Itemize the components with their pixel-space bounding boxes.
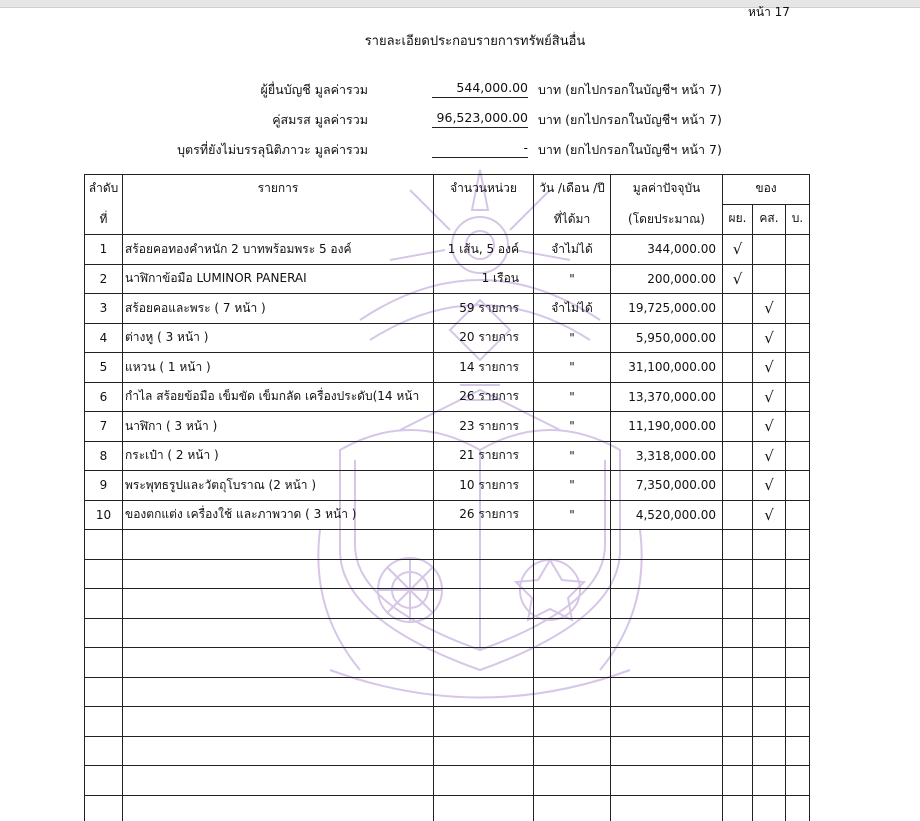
empty-cell [434, 736, 534, 766]
cell-owner-child [786, 235, 810, 265]
empty-cell [611, 618, 723, 648]
empty-cell [434, 530, 534, 560]
cell-date: " [534, 323, 611, 353]
cell-owner-spouse: √ [753, 294, 786, 324]
table-row [85, 500, 810, 530]
summary-spouse-label: คู่สมรส มูลค่ารวม [272, 112, 368, 127]
summary-declarant-note: บาท (ยกไปกรอกในบัญชีฯ หน้า 7) [538, 82, 722, 97]
table-row [85, 382, 810, 412]
cell-owner-declarant [723, 412, 753, 442]
cell-qty: 20 รายการ [434, 323, 534, 353]
summary-declarant-label: ผู้ยื่นบัญชี มูลค่ารวม [260, 82, 368, 97]
header-date-line2: ที่ได้มา [553, 212, 591, 226]
cell-qty: 1 เรือน [434, 264, 534, 294]
empty-cell [85, 530, 123, 560]
empty-cell [123, 648, 434, 678]
summary-spouse-note: บาท (ยกไปกรอกในบัญชีฯ หน้า 7) [538, 112, 722, 127]
empty-cell [534, 648, 611, 678]
empty-table-row [85, 766, 810, 796]
header-date-line1: วัน /เดือน /ปี [539, 181, 605, 195]
cell-value: 4,520,000.00 [611, 500, 723, 530]
empty-cell [123, 707, 434, 737]
empty-cell [786, 589, 810, 619]
cell-value: 31,100,000.00 [611, 353, 723, 383]
cell-date: " [534, 500, 611, 530]
cell-qty: 23 รายการ [434, 412, 534, 442]
empty-cell [723, 795, 753, 821]
empty-cell [434, 618, 534, 648]
empty-cell [611, 530, 723, 560]
header-value-line2: (โดยประมาณ) [628, 212, 705, 226]
empty-cell [611, 707, 723, 737]
empty-cell [753, 618, 786, 648]
empty-cell [786, 795, 810, 821]
empty-cell [786, 559, 810, 589]
cell-item: สร้อยคอและพระ ( 7 หน้า ) [123, 294, 434, 324]
cell-owner-child [786, 294, 810, 324]
cell-owner-child [786, 412, 810, 442]
header-qty: จำนวนหน่วย [434, 175, 534, 235]
empty-cell [786, 648, 810, 678]
empty-cell [786, 736, 810, 766]
header-no-line2: ที่ [99, 212, 108, 226]
table-row [85, 323, 810, 353]
page-number: หน้า 17 [748, 5, 790, 19]
cell-owner-spouse: √ [753, 412, 786, 442]
cell-owner-spouse: √ [753, 441, 786, 471]
cell-owner-spouse [753, 264, 786, 294]
cell-item: ของตกแต่ง เครื่องใช้ และภาพวาด ( 3 หน้า ) [123, 500, 434, 530]
cell-date: จำไม่ได้ [534, 235, 611, 265]
cell-value: 11,190,000.00 [611, 412, 723, 442]
empty-cell [85, 677, 123, 707]
empty-cell [534, 530, 611, 560]
empty-cell [434, 795, 534, 821]
empty-cell [85, 618, 123, 648]
empty-table-row [85, 795, 810, 821]
cell-value: 344,000.00 [611, 235, 723, 265]
cell-item: นาฬิกาข้อมือ LUMINOR PANERAI [123, 264, 434, 294]
empty-cell [611, 795, 723, 821]
summary-declarant [0, 80, 920, 102]
empty-cell [753, 707, 786, 737]
empty-cell [434, 707, 534, 737]
empty-cell [723, 736, 753, 766]
header-owner-declarant: ผย. [723, 205, 753, 235]
empty-cell [123, 618, 434, 648]
cell-qty: 26 รายการ [434, 382, 534, 412]
empty-cell [534, 559, 611, 589]
cell-qty: 21 รายการ [434, 441, 534, 471]
empty-cell [786, 677, 810, 707]
empty-cell [434, 648, 534, 678]
cell-item: สร้อยคอทองคำหนัก 2 บาทพร้อมพระ 5 องค์ [123, 235, 434, 265]
summary-minor-children [0, 140, 920, 162]
empty-cell [123, 766, 434, 796]
empty-cell [723, 766, 753, 796]
empty-cell [534, 589, 611, 619]
empty-cell [753, 736, 786, 766]
empty-cell [753, 677, 786, 707]
empty-cell [85, 648, 123, 678]
empty-cell [534, 766, 611, 796]
cell-owner-child [786, 323, 810, 353]
cell-value: 5,950,000.00 [611, 323, 723, 353]
empty-cell [753, 795, 786, 821]
empty-table-row [85, 648, 810, 678]
cell-value: 13,370,000.00 [611, 382, 723, 412]
cell-owner-child [786, 441, 810, 471]
table-row [85, 353, 810, 383]
cell-no: 7 [85, 412, 123, 442]
empty-cell [786, 618, 810, 648]
cell-no: 9 [85, 471, 123, 501]
cell-date: จำไม่ได้ [534, 294, 611, 324]
cell-no: 4 [85, 323, 123, 353]
empty-cell [611, 559, 723, 589]
cell-owner-declarant [723, 353, 753, 383]
header-no-line1: ลำดับ [88, 181, 119, 195]
assets-table [84, 174, 810, 821]
cell-qty: 26 รายการ [434, 500, 534, 530]
cell-qty: 59 รายการ [434, 294, 534, 324]
cell-owner-child [786, 471, 810, 501]
empty-cell [753, 648, 786, 678]
empty-cell [786, 707, 810, 737]
cell-owner-child [786, 500, 810, 530]
document-title: รายละเอียดประกอบรายการทรัพย์สินอื่น [364, 34, 586, 49]
empty-cell [85, 766, 123, 796]
cell-no: 10 [85, 500, 123, 530]
empty-cell [786, 766, 810, 796]
empty-cell [723, 707, 753, 737]
cell-owner-child [786, 353, 810, 383]
empty-table-row [85, 707, 810, 737]
cell-no: 5 [85, 353, 123, 383]
header-owner: ของ [723, 175, 810, 205]
empty-cell [611, 589, 723, 619]
empty-cell [723, 589, 753, 619]
empty-cell [723, 677, 753, 707]
header-value [611, 175, 723, 235]
summary-children-label: บุตรที่ยังไม่บรรลุนิติภาวะ มูลค่ารวม [177, 142, 368, 157]
cell-value: 19,725,000.00 [611, 294, 723, 324]
table-row [85, 235, 810, 265]
cell-owner-spouse [753, 235, 786, 265]
empty-table-row [85, 677, 810, 707]
assets-table-body [85, 235, 810, 821]
empty-table-row [85, 618, 810, 648]
cell-owner-declarant [723, 323, 753, 353]
header-value-line1: มูลค่าปัจจุบัน [632, 181, 701, 195]
empty-cell [434, 766, 534, 796]
cell-value: 3,318,000.00 [611, 441, 723, 471]
empty-cell [753, 559, 786, 589]
empty-cell [534, 795, 611, 821]
empty-table-row [85, 736, 810, 766]
empty-cell [786, 530, 810, 560]
cell-owner-declarant [723, 441, 753, 471]
empty-table-row [85, 589, 810, 619]
empty-cell [753, 530, 786, 560]
cell-owner-declarant [723, 500, 753, 530]
cell-date: " [534, 412, 611, 442]
header-owner-child: บ. [786, 205, 810, 235]
cell-owner-child [786, 382, 810, 412]
table-row [85, 294, 810, 324]
cell-date: " [534, 441, 611, 471]
cell-value: 7,350,000.00 [611, 471, 723, 501]
empty-cell [723, 648, 753, 678]
summary-children-note: บาท (ยกไปกรอกในบัญชีฯ หน้า 7) [538, 142, 722, 157]
cell-date: " [534, 353, 611, 383]
cell-item: พระพุทธรูปและวัตถุโบราณ (2 หน้า ) [123, 471, 434, 501]
cell-no: 3 [85, 294, 123, 324]
cell-item: กำไล สร้อยข้อมือ เข็มขัด เข็มกลัด เครื่องประดับ(14 หน้า [123, 382, 434, 412]
empty-cell [534, 736, 611, 766]
empty-table-row [85, 530, 810, 560]
cell-owner-spouse: √ [753, 500, 786, 530]
cell-value: 200,000.00 [611, 264, 723, 294]
header-owner-spouse: คส. [753, 205, 786, 235]
cell-owner-declarant: √ [723, 235, 753, 265]
cell-date: " [534, 382, 611, 412]
empty-table-row [85, 559, 810, 589]
empty-cell [534, 618, 611, 648]
table-row [85, 412, 810, 442]
cell-owner-spouse: √ [753, 323, 786, 353]
table-row [85, 441, 810, 471]
empty-cell [611, 677, 723, 707]
cell-no: 1 [85, 235, 123, 265]
summary-declarant-value: 544,000.00 [432, 80, 528, 98]
table-row [85, 471, 810, 501]
cell-item: กระเป๋า ( 2 หน้า ) [123, 441, 434, 471]
empty-cell [434, 589, 534, 619]
cell-owner-declarant [723, 382, 753, 412]
header-date [534, 175, 611, 235]
empty-cell [753, 589, 786, 619]
cell-date: " [534, 264, 611, 294]
summary-children-value: - [432, 140, 528, 158]
cell-qty: 10 รายการ [434, 471, 534, 501]
empty-cell [85, 795, 123, 821]
empty-cell [85, 589, 123, 619]
empty-cell [123, 795, 434, 821]
summary-spouse [0, 110, 920, 132]
table-row [85, 264, 810, 294]
empty-cell [123, 736, 434, 766]
cell-qty: 1 เส้น, 5 องค์ [434, 235, 534, 265]
cell-no: 8 [85, 441, 123, 471]
empty-cell [85, 559, 123, 589]
cell-owner-declarant [723, 294, 753, 324]
cell-owner-declarant [723, 471, 753, 501]
empty-cell [85, 736, 123, 766]
empty-cell [723, 618, 753, 648]
cell-owner-declarant: √ [723, 264, 753, 294]
empty-cell [434, 677, 534, 707]
cell-qty: 14 รายการ [434, 353, 534, 383]
empty-cell [723, 559, 753, 589]
empty-cell [434, 559, 534, 589]
empty-cell [123, 677, 434, 707]
cell-owner-spouse: √ [753, 353, 786, 383]
cell-item: ต่างหู ( 3 หน้า ) [123, 323, 434, 353]
cell-owner-spouse: √ [753, 382, 786, 412]
cell-date: " [534, 471, 611, 501]
empty-cell [723, 530, 753, 560]
empty-cell [123, 559, 434, 589]
empty-cell [534, 677, 611, 707]
cell-no: 6 [85, 382, 123, 412]
cell-item: นาฬิกา ( 3 หน้า ) [123, 412, 434, 442]
summary-spouse-value: 96,523,000.00 [432, 110, 528, 128]
empty-cell [611, 736, 723, 766]
cell-item: แหวน ( 1 หน้า ) [123, 353, 434, 383]
header-no [85, 175, 123, 235]
empty-cell [123, 589, 434, 619]
empty-cell [123, 530, 434, 560]
cell-no: 2 [85, 264, 123, 294]
empty-cell [85, 707, 123, 737]
header-item: รายการ [123, 175, 434, 235]
cell-owner-spouse: √ [753, 471, 786, 501]
empty-cell [611, 648, 723, 678]
empty-cell [611, 766, 723, 796]
empty-cell [753, 766, 786, 796]
cell-owner-child [786, 264, 810, 294]
empty-cell [534, 707, 611, 737]
